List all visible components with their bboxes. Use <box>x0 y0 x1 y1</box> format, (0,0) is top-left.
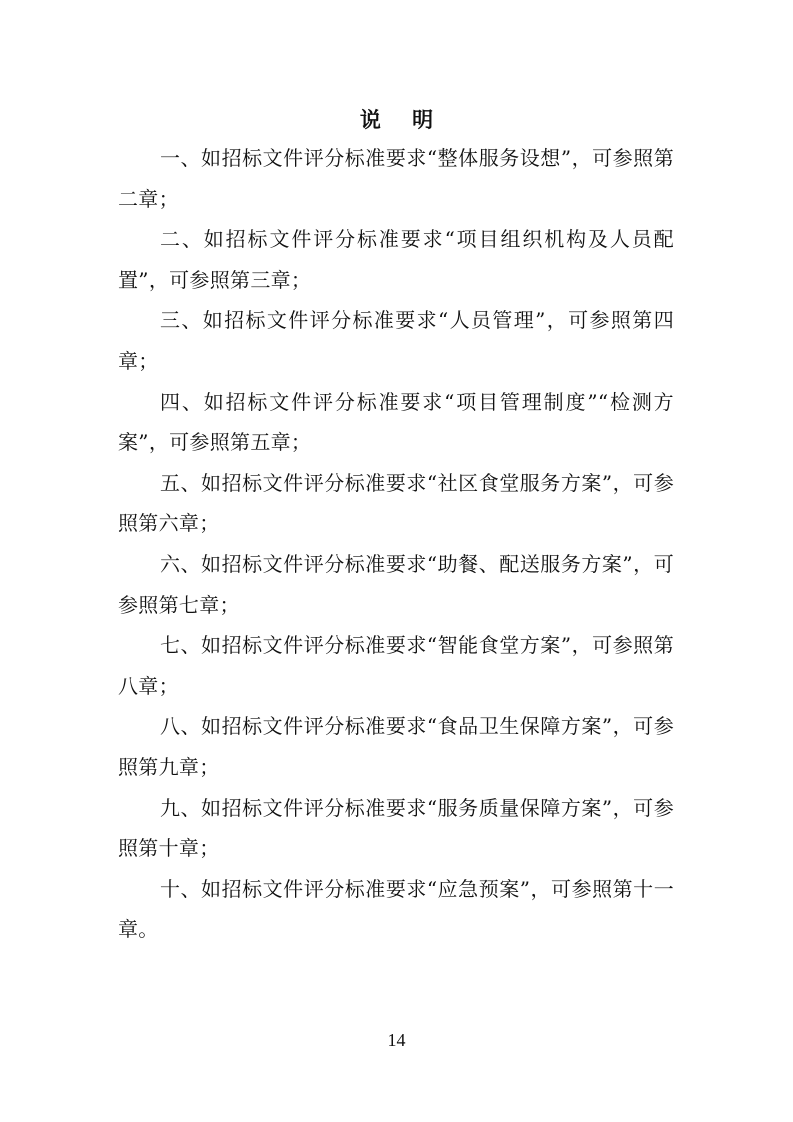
paragraph-6: 六、如招标文件评分标准要求“助餐、配送服务方案”，可参照第七章； <box>118 551 674 617</box>
paragraph-2: 二、如招标文件评分标准要求“项目组织机构及人员配置”，可参照第三章； <box>118 227 674 292</box>
paragraph-8: 八、如招标文件评分标准要求“食品卫生保障方案”，可参照第九章； <box>118 714 674 779</box>
paragraph-10: 十、如招标文件评分标准要求“应急预案”，可参照第十一章。 <box>118 876 674 942</box>
paragraph-9: 九、如招标文件评分标准要求“服务质量保障方案”，可参照第十章； <box>118 795 674 861</box>
page-title: 说 明 <box>359 107 446 132</box>
paragraph-1: 一、如招标文件评分标准要求“整体服务设想”，可参照第二章； <box>118 146 674 211</box>
paragraph-3: 三、如招标文件评分标准要求“人员管理”，可参照第四章； <box>118 308 674 373</box>
paragraph-4: 四、如招标文件评分标准要求“项目管理制度”“检测方案”，可参照第五章； <box>118 389 674 455</box>
paragraph-7: 七、如招标文件评分标准要求“智能食堂方案”，可参照第八章； <box>118 633 674 698</box>
page-number: 14 <box>387 1030 406 1050</box>
paragraph-5: 五、如招标文件评分标准要求“社区食堂服务方案”，可参照第六章； <box>118 470 674 536</box>
document-body <box>118 138 674 950</box>
